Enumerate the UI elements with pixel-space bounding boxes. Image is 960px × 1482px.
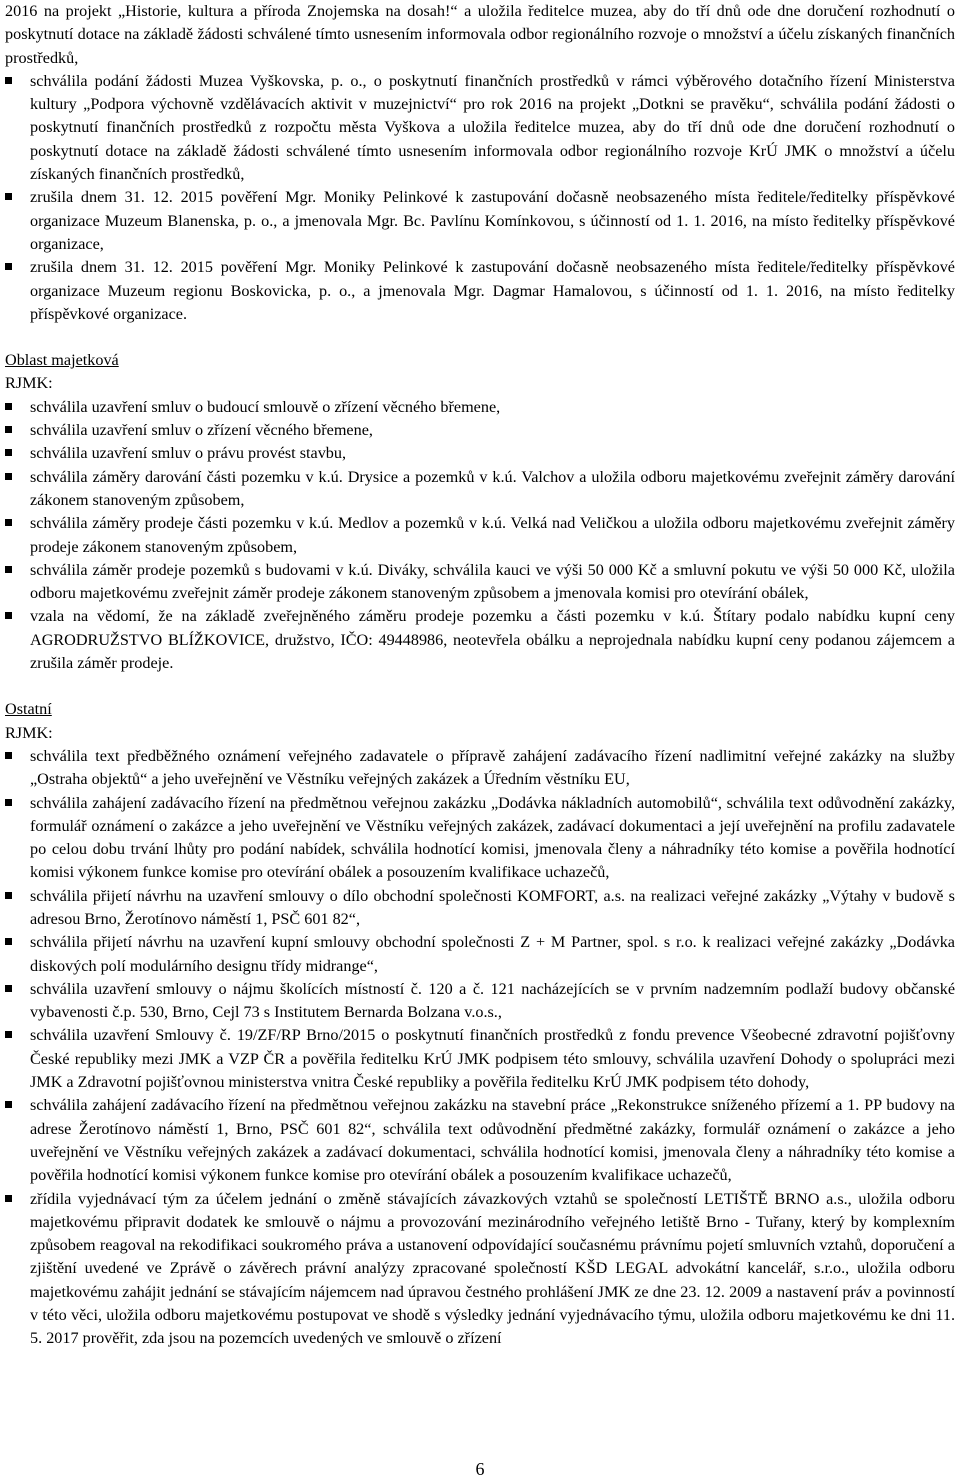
list-item: schválila zahájení zadávacího řízení na předmětnou veřejnou zakázku na stavební práce „Rekonstrukce sníženého přízemí a 1. PP budovy na adrese Žerotínovo náměstí 1, Brno, PSČ 601 82“, schválila text odůvodnění předmětné zakázky, formulář oznámení o zakázce a jeho uveřejnění ve Věstníku veřejných zakázek a zadávací dokumentaci, schválila hodnotící komisi, jmenovala členy a náhradníky této komise a pověřila hodnotící komisi výkonem funkce komise pro otevírání obálek a posouzením kvalifikace uchazečů, [0,1094,955,1187]
list-item: schválila uzavření smluv o budoucí smlouvě o zřízení věcného břemene, [0,396,955,419]
section-heading-ostatni: Ostatní [5,700,52,719]
majetkova-bullet-list [0,396,955,676]
section-subheading-ostatni: RJMK: [5,723,53,742]
ostatni-bullet-list [0,745,955,1351]
list-item: vzala na vědomí, že na základě zveřejněného záměru prodeje pozemku a části pozemku v k.ú. Štítary podalo nabídku kupní ceny AGRODRUŽSTVO BLÍŽKOVICE, družstvo, IČO: 49448986, neotevřela obálku a neprojednala nabídku kupní ceny podanou zájemcem a zrušila záměr prodeje. [0,605,955,675]
list-item: schválila záměr prodeje pozemků s budovami v k.ú. Diváky, schválila kauci ve výši 50 000 Kč a smluvní pokutu ve výši 50 000 Kč, uložila odboru majetkovému zveřejnit záměr prodeje zákonem stanoveným způsobem a jmenovala komisi pro otevírání obálek, [0,559,955,606]
continuation-paragraph: 2016 na projekt „Historie, kultura a příroda Znojemska na dosah!“ a uložila ředitelce muzea, aby do tří dnů ode dne doručení rozhodnutí o poskytnutí dotace na základě žádosti schválené tímto usnesením informovala odbor regionálního rozvoje o množství a účelu získaných finančních prostředků, [5,2,955,67]
list-item: schválila záměry darování části pozemku v k.ú. Drysice a pozemků v k.ú. Valchov a uložila odboru majetkovému zveřejnit záměry darování zákonem stanoveným způsobem, [0,466,955,513]
list-item: schválila uzavření smluv o zřízení věcného břemene, [0,419,955,442]
list-item: schválila přijetí návrhu na uzavření smlouvy o dílo obchodní společnosti KOMFORT, a.s. na realizaci veřejné zakázky „Výtahy v budově s adresou Brno, Žerotínovo náměstí 1, PSČ 601 82“, [0,885,955,932]
page-number: 6 [475,1459,485,1479]
list-item: schválila podání žádosti Muzea Vyškovska, p. o., o poskytnutí finančních prostředků v rámci výběrového dotačního řízení Ministerstva kultury „Podpora výchovně vzdělávacích aktivit v muzejnictví“ pro rok 2016 na projekt „Dotkni se pravěku“, schválila podání žádosti o poskytnutí finančních prostředků z rozpočtu města Vyškova a uložila ředitelce muzea, aby do tří dnů ode dne doručení rozhodnutí o poskytnutí dotace na základě žádosti schválené tímto usnesením informovala odbor regionálního rozvoje KrÚ JMK o množství a účelu získaných finančních prostředků, [0,70,955,186]
section-heading-majetkova: Oblast majetková [5,351,119,370]
list-item: zřídila vyjednávací tým za účelem jednání o změně stávajících závazkových vztahů se společností LETIŠTĚ BRNO a.s., uložila odboru majetkovému připravit dodatek ke smlouvě o nájmu a provozování mezinárodního veřejného letiště Brno - Tuřany, který by komplexním způsobem reagoval na rekodifikaci soukromého práva a ustanovení odpovídající současnému právnímu pojetí smluvních vztahů, doporučení a zjištění uvedené ve Zprávě o závěrech právní analýzy zpracované společností KŠD LEGAL advokátní kancelář, s.r.o., uložila odboru majetkovému zahájit jednání se stávajícím nájemcem nad úpravou čestného prohlášení JMK ze dne 23. 12. 2009 a nastavení práv a povinností v této věci, uložila odboru majetkovému postupovat ve shodě s výsledky jednání vyjednávacího týmu, uložila odboru majetkovému ke dni 11. 5. 2017 prověřit, zda jsou na pozemcích uvedených ve smlouvě o zřízení [0,1188,955,1351]
list-item: schválila zahájení zadávacího řízení na předmětnou veřejnou zakázku „Dodávka nákladních automobilů“, schválila text odůvodnění zakázky, formulář oznámení o zakázce a jeho uveřejnění ve Věstníku veřejných zakázek, zadávací dokumentaci a její uveřejnění na profilu zadavatele po celou dobu trvání lhůty pro podání nabídek, schválila hodnotící komisi, jmenovala členy a náhradníky této komise a pověřila hodnotící komisi výkonem funkce komise pro otevírání obálek a posouzením kvalifikace uchazečů, [0,792,955,885]
list-item: zrušila dnem 31. 12. 2015 pověření Mgr. Moniky Pelinkové k zastupování dočasně neobsazeného místa ředitele/ředitelky příspěvkové organizace Muzeum Blanenska, p. o., a jmenovala Mgr. Bc. Pavlínu Komínkovou, s účinností od 1. 1. 2016, na místo ředitelky příspěvkové organizace, [0,186,955,256]
list-item: schválila záměry prodeje části pozemku v k.ú. Medlov a pozemků v k.ú. Velká nad Veličkou a uložila odboru majetkovému zveřejnit záměry prodeje zákonem stanoveným způsobem, [0,512,955,559]
list-item: schválila uzavření smluv o právu provést stavbu, [0,442,955,465]
section-spacer [0,326,955,349]
list-item: schválila přijetí návrhu na uzavření kupní smlouvy obchodní společnosti Z + M Partner, spol. s r.o. k realizaci veřejné zakázky „Dodávka diskových polí modulárního designu třídy midrange“, [0,931,955,978]
section-subheading-majetkova: RJMK: [5,374,53,393]
list-item: schválila uzavření Smlouvy č. 19/ZF/RP Brno/2015 o poskytnutí finančních prostředků z fondu prevence Všeobecné zdravotní pojišťovny České republiky mezi JMK a VZP ČR a pověřila ředitelku KrÚ JMK podpisem této smlouvy, schválila uzavření Dohody o spolupráci mezi JMK a Zdravotní pojišťovnou ministerstva vnitra České republiky a pověřila ředitelku KrÚ JMK podpisem této dohody, [0,1024,955,1094]
section-spacer [0,675,955,698]
list-item: zrušila dnem 31. 12. 2015 pověření Mgr. Moniky Pelinkové k zastupování dočasně neobsazeného místa ředitele/ředitelky příspěvkové organizace Muzeum regionu Boskovicka, p. o., a jmenovala Mgr. Dagmar Hamalovou, s účinností od 1. 1. 2016, na místo ředitelky příspěvkové organizace. [0,256,955,326]
list-item: schválila uzavření smlouvy o nájmu školících místností č. 120 a č. 121 nacházejících se v prvním nadzemním podlaží budovy občanské vybavenosti č.p. 530, Brno, Cejl 73 s Institutem Bernarda Bolzana v.o.s., [0,978,955,1025]
list-item: schválila text předběžného oznámení veřejného zadavatele o přípravě zahájení zadávacího řízení nadlimitní veřejné zakázky na služby „Ostraha objektů“ a jeho uveřejnění ve Věstníku veřejných zakázek a Úředním věstníku EU, [0,745,955,792]
top-bullet-list [0,70,955,326]
